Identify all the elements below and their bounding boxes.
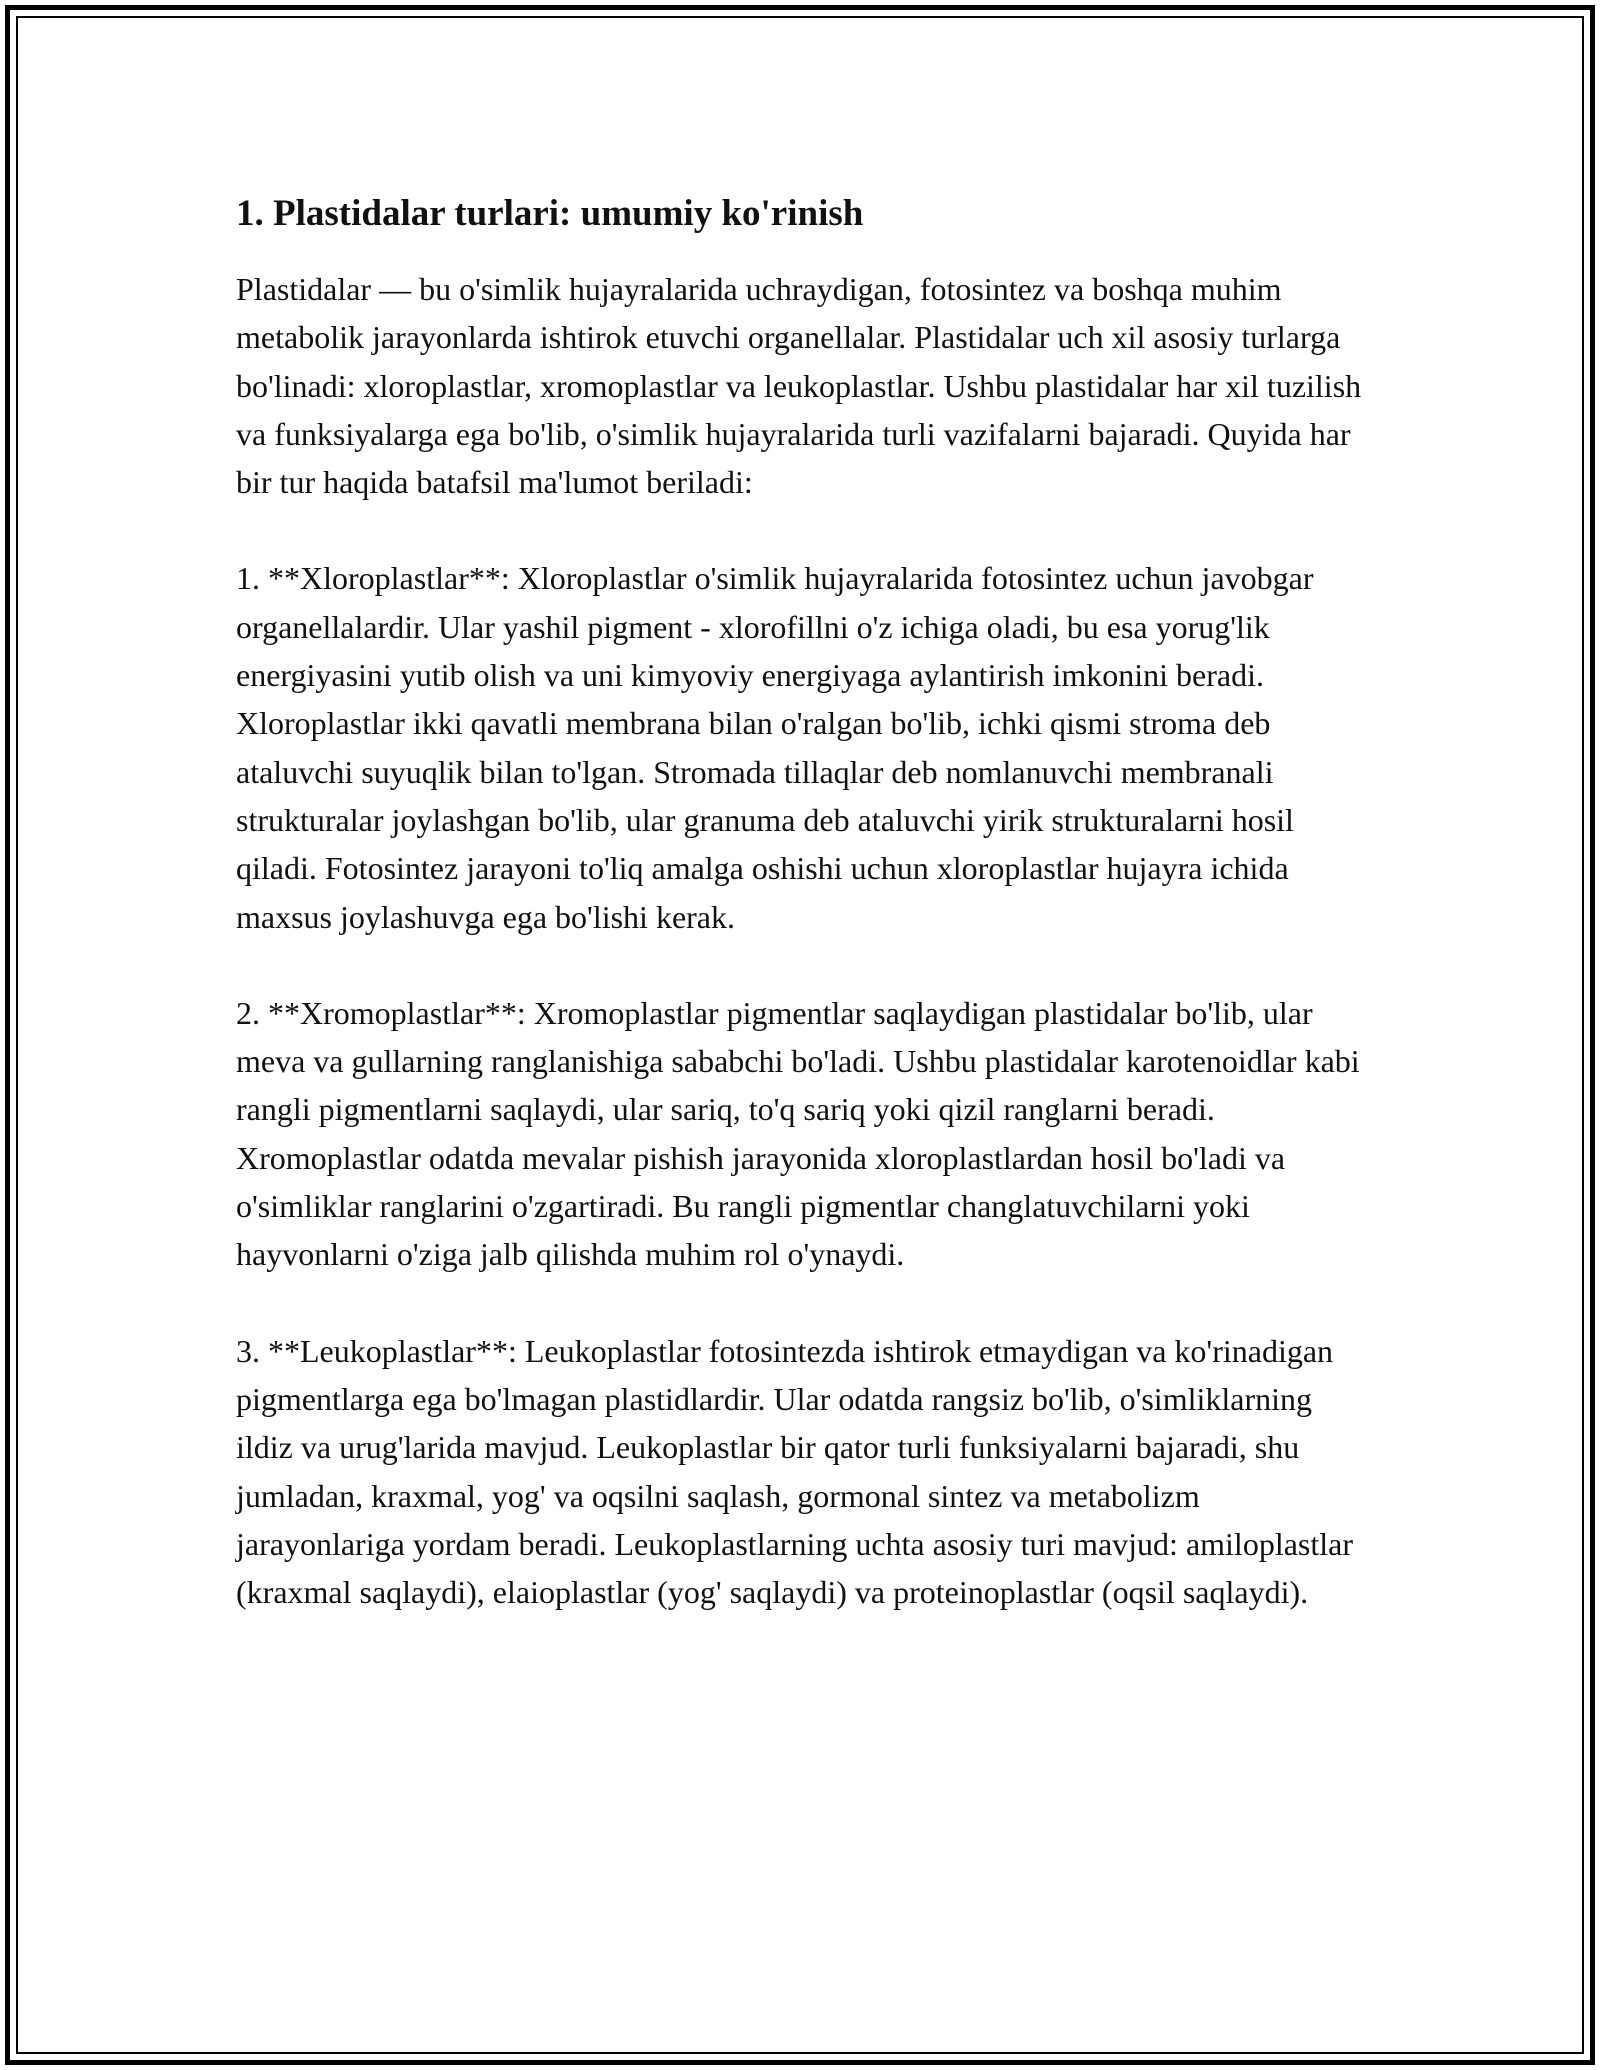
chromoplasts-paragraph: 2. **Xromoplastlar**: Xromoplastlar pigmentlar saqlaydigan plastidalar bo'lib, ular meva va gullarning ranglanishiga sababchi bo'ladi. Ushbu plastidalar karotenoidlar kabi rangli pigmentlarni saqlaydi, ular sariq, to'q sariq yoki qizil ranglarni beradi. Xromoplastlar odatda mevalar pishish jarayonida xloroplastlardan hosil bo'ladi va o'simliklar ranglarini o'zgartiradi. Bu rangli pigmentlar changlatuvchilarni yoki hayvonlarni o'ziga jalb qilishda muhim rol o'ynaydi.: [236, 994, 1360, 1273]
leucoplasts-paragraph: 3. **Leukoplastlar**: Leukoplastlar fotosintezda ishtirok etmaydigan va ko'rinadigan pigmentlarga ega bo'lmagan plastidlardir. Ular odatda rangsiz bo'lib, o'simliklarning ildiz va urug'larida mavjud. Leukoplastlar bir qator turli funksiyalarni bajaradi, shu jumladan, kraxmal, yog' va oqsilni saqlash, gormonal sintez va metabolizm jarayonlariga yordam beradi. Leukoplastlarning uchta asosiy turi mavjud: amiloplastlar (kraxmal saqlaydi), elaioplastlar (yog' saqlaydi) va proteinoplastlar (oqsil saqlaydi).: [236, 1332, 1353, 1611]
intro-paragraph: Plastidalar — bu o'simlik hujayralarida uchraydigan, fotosintez va boshqa muhim metabolik jarayonlarda ishtirok etuvchi organellalar. Plastidalar uch xil asosiy turlarga bo'linadi: xloroplastlar, xromoplastlar va leukoplastlar. Ushbu plastidalar har xil tuzilish va funksiyalarga ega bo'lib, o'simlik hujayralarida turli vazifalarni bajaradi. Quyida har bir tur haqida batafsil ma'lumot beriladi:: [236, 271, 1362, 501]
chloroplasts-paragraph: 1. **Xloroplastlar**: Xloroplastlar o'simlik hujayralarida fotosintez uchun javobgar organellalardir. Ular yashil pigment - xlorofillni o'z ichiga oladi, bu esa yorug'lik energiyasini yutib olish va uni kimyoviy energiyaga aylantirish imkonini beradi. Xloroplastlar ikki qavatli membrana bilan o'ralgan bo'lib, ichki qismi stroma deb ataluvchi suyuqlik bilan to'lgan. Stromada tillaqlar deb nomlanuvchi membranali strukturalar joylashgan bo'lib, ular granuma deb ataluvchi yirik strukturalarni hosil qiladi. Fotosintez jarayoni to'liq amalga oshishi uchun xloroplastlar hujayra ichida maxsus joylashuvga ega bo'lishi kerak.: [236, 560, 1314, 935]
document-body: [236, 185, 1376, 1616]
section-heading: 1. Plastidalar turlari: umumiy ko'rinish: [236, 193, 864, 234]
